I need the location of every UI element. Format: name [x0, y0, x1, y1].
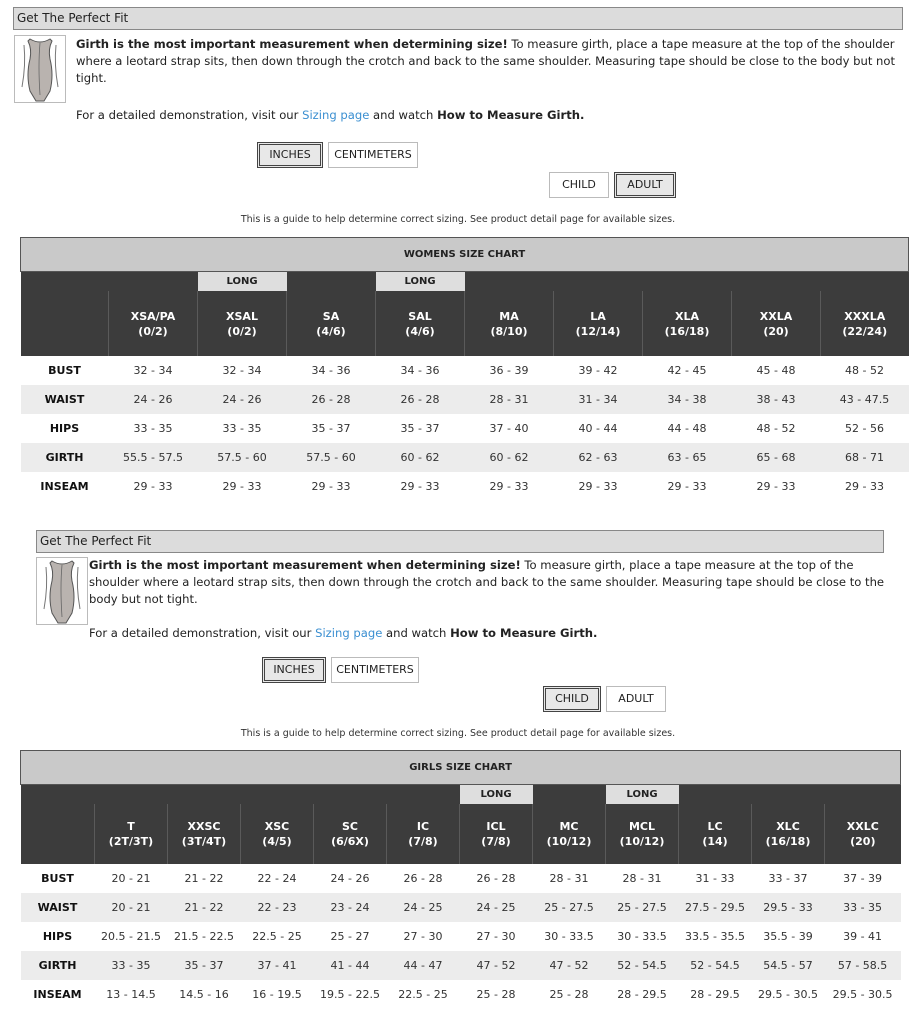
size-code: XLA	[674, 309, 699, 323]
measurement-value: 57.5 - 60	[198, 443, 287, 472]
size-range: (12/14)	[575, 324, 621, 338]
girls-size-chart	[20, 750, 901, 1009]
size-code: ICL	[486, 820, 506, 833]
measurement-label: WAIST	[21, 893, 95, 922]
measurement-value: 35 - 37	[400, 422, 440, 435]
size-range: (14)	[702, 835, 728, 848]
measurement-value: 29 - 33	[311, 480, 351, 493]
measurement-value: 35.5 - 39	[763, 930, 813, 943]
measurement-value: 60 - 62	[376, 443, 465, 472]
long-label: LONG	[198, 272, 287, 292]
child-button[interactable]: CHILD	[549, 172, 609, 198]
long-label: LONG	[376, 272, 465, 292]
measurement-value: 28 - 31	[549, 872, 589, 885]
long-spacer	[752, 785, 825, 805]
measurement-value: 16 - 19.5	[252, 988, 302, 1001]
measurement-value: 29 - 33	[845, 480, 884, 493]
measurement-value: 20 - 21	[95, 893, 168, 922]
measurement-label: HIPS	[49, 422, 80, 435]
long-spacer	[732, 272, 821, 292]
measurement-value: 62 - 63	[554, 443, 643, 472]
measurement-value: 35 - 37	[168, 951, 241, 980]
fit-header: Get The Perfect Fit	[36, 530, 884, 553]
measurement-value: 28 - 31	[622, 872, 662, 885]
measurement-value: 33 - 35	[133, 422, 173, 435]
measurement-value: 21 - 22	[184, 872, 224, 885]
long-spacer	[465, 272, 554, 292]
measurement-value: 21.5 - 22.5	[174, 930, 234, 943]
adult-button[interactable]: ADULT	[614, 172, 676, 198]
measurement-value: 20 - 21	[111, 872, 151, 885]
long-spacer	[387, 785, 460, 805]
measurement-value: 29 - 33	[756, 480, 796, 493]
size-column-header	[387, 804, 460, 864]
size-column-header	[825, 804, 901, 864]
measurement-value: 29 - 33	[133, 480, 173, 493]
measurement-label: BUST	[48, 364, 81, 377]
measurement-value: 29.5 - 30.5	[832, 988, 893, 1001]
size-code: XXLC	[846, 820, 879, 833]
measurement-value: 26 - 28	[476, 872, 516, 885]
measurement-label: INSEAM	[40, 480, 89, 493]
corner-cell	[21, 804, 95, 864]
measurement-value: 26 - 28	[403, 872, 443, 885]
sizing-guide-note: This is a guide to help determine correct sizing. See product detail page for available sizes.	[240, 214, 676, 225]
measurement-value: 32 - 34	[133, 364, 173, 377]
girth-instructions-text: To measure girth, place a tape measure at the top of the shoulder where a leotard strap sits, then down through the crotch and back to the same shoulder. Measuring tape should be close to the body but not tight.	[76, 37, 896, 85]
measurement-value: 39 - 41	[843, 930, 883, 943]
measurement-value: 24 - 25	[387, 893, 460, 922]
measurement-value: 24 - 25	[460, 893, 533, 922]
measurement-value: 25 - 28	[549, 988, 589, 1001]
size-column-header	[821, 291, 909, 356]
size-code: XXLA	[759, 309, 793, 323]
measurement-value: 44 - 47	[387, 951, 460, 980]
size-column-header	[643, 291, 732, 356]
measurement-value: 29 - 33	[667, 480, 707, 493]
chart-title: GIRLS SIZE CHART	[21, 751, 901, 785]
womens-size-chart	[20, 237, 909, 501]
measurement-value: 22 - 23	[241, 893, 314, 922]
size-column-header	[241, 804, 314, 864]
measurement-value: 68 - 71	[821, 443, 909, 472]
measurement-value: 34 - 38	[643, 385, 732, 414]
measurement-value: 47 - 52	[460, 951, 533, 980]
size-code: XSAL	[226, 309, 258, 323]
size-column-header	[314, 804, 387, 864]
measurement-value: 29 - 33	[400, 480, 440, 493]
sizing-page-link[interactable]: Sizing page	[302, 108, 370, 122]
measurement-value: 44 - 48	[667, 422, 707, 435]
measurement-value: 29 - 33	[222, 480, 262, 493]
measurement-value: 47 - 52	[533, 951, 606, 980]
measurement-value: 27 - 30	[476, 930, 516, 943]
measurement-value: 24 - 26	[330, 872, 370, 885]
child-button[interactable]: CHILD	[543, 686, 601, 712]
size-column-header	[95, 804, 168, 864]
measurement-value: 22 - 24	[257, 872, 297, 885]
size-code: LA	[590, 309, 606, 323]
demo-mid: and watch	[369, 108, 438, 122]
size-column-header	[679, 804, 752, 864]
size-code: XSC	[264, 820, 290, 833]
table-row	[21, 356, 909, 385]
measurement-value: 33 - 37	[768, 872, 808, 885]
how-to-measure-link[interactable]: How to Measure Girth.	[450, 626, 598, 640]
measurement-value: 48 - 52	[756, 422, 796, 435]
size-column-header	[287, 291, 376, 356]
table-row	[21, 864, 901, 893]
measurement-value: 29 - 33	[489, 480, 529, 493]
size-range: (10/12)	[619, 835, 665, 848]
measurement-value: 25 - 28	[476, 988, 516, 1001]
measurement-label: GIRTH	[21, 443, 109, 472]
measurement-value: 33.5 - 35.5	[685, 930, 745, 943]
fit-header: Get The Perfect Fit	[13, 7, 903, 30]
size-column-header	[554, 291, 643, 356]
demo-prefix: For a detailed demonstration, visit our	[76, 108, 303, 122]
size-range: (22/24)	[842, 324, 888, 338]
table-row	[21, 980, 901, 1009]
centimeters-button[interactable]: CENTIMETERS	[328, 142, 418, 168]
long-spacer	[825, 785, 901, 805]
size-column-header	[533, 804, 606, 864]
measurement-label: GIRTH	[21, 951, 95, 980]
table-row	[21, 951, 901, 980]
long-spacer	[533, 785, 606, 805]
long-spacer	[554, 272, 643, 292]
size-column-header	[168, 804, 241, 864]
measurement-value: 30 - 33.5	[544, 930, 594, 943]
size-code: T	[127, 820, 135, 833]
size-range: (16/18)	[765, 835, 811, 848]
measurement-value: 52 - 54.5	[679, 951, 752, 980]
measurement-value: 57 - 58.5	[825, 951, 901, 980]
adult-button[interactable]: ADULT	[606, 686, 666, 712]
measurement-value: 30 - 33.5	[617, 930, 667, 943]
measurement-value: 36 - 39	[489, 364, 529, 377]
centimeters-button[interactable]: CENTIMETERS	[331, 657, 419, 683]
demo-mid: and watch	[382, 626, 451, 640]
size-column-header	[109, 291, 198, 356]
size-range: (0/2)	[227, 324, 257, 338]
measurement-value: 52 - 56	[845, 422, 884, 435]
size-code: XSA/PA	[130, 309, 176, 323]
demo-prefix: For a detailed demonstration, visit our	[89, 626, 316, 640]
table-row	[21, 443, 909, 472]
measurement-value: 26 - 28	[376, 385, 465, 414]
table-row	[21, 893, 901, 922]
measurement-value: 24 - 26	[109, 385, 198, 414]
table-row	[21, 922, 901, 951]
measurement-value: 25 - 27	[330, 930, 370, 943]
measurement-value: 55.5 - 57.5	[109, 443, 198, 472]
measurement-value: 37 - 41	[241, 951, 314, 980]
size-code: SC	[342, 820, 358, 833]
measurement-label: HIPS	[42, 930, 73, 943]
size-range: (20)	[850, 835, 876, 848]
size-column-header	[376, 291, 465, 356]
measurement-value: 29.5 - 30.5	[758, 988, 818, 1001]
girth-instructions	[89, 557, 904, 608]
measurement-label: BUST	[41, 872, 74, 885]
table-row	[21, 414, 909, 443]
measurement-value: 32 - 34	[222, 364, 262, 377]
measurement-value: 31 - 34	[554, 385, 643, 414]
measurement-value: 31 - 33	[695, 872, 735, 885]
leotard-body-icon	[14, 35, 66, 103]
measurement-value: 39 - 42	[578, 364, 618, 377]
measurement-value: 29 - 33	[578, 480, 618, 493]
measurement-value: 14.5 - 16	[179, 988, 229, 1001]
measurement-value: 48 - 52	[845, 364, 884, 377]
chart-title: WOMENS SIZE CHART	[21, 238, 909, 272]
long-label: LONG	[606, 785, 679, 805]
measurement-value: 28 - 29.5	[617, 988, 667, 1001]
measurement-value: 42 - 45	[667, 364, 707, 377]
size-code: MCL	[628, 820, 656, 833]
measurement-value: 27.5 - 29.5	[679, 893, 752, 922]
size-code: XXXLA	[844, 309, 886, 323]
measurement-value: 22.5 - 25	[398, 988, 448, 1001]
table-row	[21, 472, 909, 501]
table-row	[21, 385, 909, 414]
measurement-value: 65 - 68	[732, 443, 821, 472]
size-column-header	[752, 804, 825, 864]
size-column-header	[732, 291, 821, 356]
measurement-value: 52 - 54.5	[606, 951, 679, 980]
demo-line	[89, 626, 597, 640]
size-code: MC	[559, 820, 579, 833]
measurement-label: WAIST	[21, 385, 109, 414]
long-spacer	[821, 272, 909, 292]
measurement-value: 38 - 43	[732, 385, 821, 414]
size-range: (16/18)	[664, 324, 710, 338]
measurement-value: 19.5 - 22.5	[320, 988, 380, 1001]
measurement-value: 40 - 44	[578, 422, 618, 435]
measurement-value: 24 - 26	[198, 385, 287, 414]
demo-line	[76, 108, 584, 122]
measurement-value: 57.5 - 60	[287, 443, 376, 472]
measurement-value: 28 - 29.5	[690, 988, 740, 1001]
leotard-body-icon	[36, 557, 88, 625]
size-range: (0/2)	[138, 324, 168, 338]
size-column-header	[460, 804, 533, 864]
long-spacer	[314, 785, 387, 805]
measurement-value: 33 - 35	[95, 951, 168, 980]
size-range: (8/10)	[490, 324, 528, 338]
size-column-header	[465, 291, 554, 356]
size-range: (7/8)	[481, 835, 511, 848]
measurement-value: 33 - 35	[825, 893, 901, 922]
size-code: SA	[322, 309, 340, 323]
girth-emphasis: Girth is the most important measurement when determining size!	[89, 558, 521, 572]
measurement-value: 20.5 - 21.5	[101, 930, 161, 943]
size-range: (7/8)	[408, 835, 438, 848]
measurement-value: 21 - 22	[168, 893, 241, 922]
size-code: LC	[707, 820, 723, 833]
size-range: (3T/4T)	[181, 835, 227, 848]
measurement-value: 22.5 - 25	[252, 930, 302, 943]
girth-emphasis: Girth is the most important measurement when determining size!	[76, 37, 508, 51]
size-column-header	[198, 291, 287, 356]
corner-cell	[21, 272, 109, 292]
measurement-value: 37 - 40	[489, 422, 529, 435]
how-to-measure-link[interactable]: How to Measure Girth.	[437, 108, 585, 122]
size-range: (10/12)	[546, 835, 592, 848]
corner-cell	[21, 785, 95, 805]
size-code: IC	[416, 820, 430, 833]
measurement-value: 41 - 44	[314, 951, 387, 980]
measurement-value: 34 - 36	[311, 364, 351, 377]
measurement-value: 13 - 14.5	[106, 988, 156, 1001]
long-spacer	[643, 272, 732, 292]
measurement-label: INSEAM	[33, 988, 82, 1001]
long-spacer	[109, 272, 198, 292]
measurement-value: 25 - 27.5	[533, 893, 606, 922]
measurement-value: 26 - 28	[287, 385, 376, 414]
measurement-value: 25 - 27.5	[606, 893, 679, 922]
measurement-value: 27 - 30	[403, 930, 443, 943]
size-range: (4/6)	[316, 324, 346, 338]
long-spacer	[287, 272, 376, 292]
size-range: (2T/3T)	[108, 835, 154, 848]
measurement-value: 60 - 62	[465, 443, 554, 472]
measurement-value: 29.5 - 33	[752, 893, 825, 922]
size-range: (20)	[763, 324, 789, 338]
size-code: XXSC	[187, 820, 221, 833]
size-range: (6/6X)	[331, 835, 369, 848]
measurement-value: 54.5 - 57	[752, 951, 825, 980]
size-range: (4/6)	[405, 324, 435, 338]
sizing-guide-note: This is a guide to help determine correct sizing. See product detail page for available sizes.	[240, 728, 676, 739]
long-spacer	[168, 785, 241, 805]
measurement-value: 35 - 37	[311, 422, 351, 435]
size-range: (4/5)	[262, 835, 292, 848]
long-label: LONG	[460, 785, 533, 805]
measurement-value: 45 - 48	[756, 364, 796, 377]
measurement-value: 23 - 24	[314, 893, 387, 922]
girth-instructions	[76, 36, 914, 87]
size-code: MA	[499, 309, 519, 323]
measurement-value: 37 - 39	[843, 872, 883, 885]
long-spacer	[241, 785, 314, 805]
long-spacer	[679, 785, 752, 805]
measurement-value: 43 - 47.5	[821, 385, 909, 414]
measurement-value: 33 - 35	[222, 422, 262, 435]
sizing-page-link[interactable]: Sizing page	[315, 626, 383, 640]
inches-button[interactable]: INCHES	[257, 142, 323, 168]
long-spacer	[95, 785, 168, 805]
measurement-value: 34 - 36	[400, 364, 440, 377]
size-code: XLC	[776, 820, 800, 833]
measurement-value: 28 - 31	[465, 385, 554, 414]
corner-cell	[21, 291, 109, 356]
size-code: SAL	[408, 309, 432, 323]
size-column-header	[606, 804, 679, 864]
girth-instructions-text: To measure girth, place a tape measure at the top of the shoulder where a leotard strap sits, then down through the crotch and back to the same shoulder. Measuring tape should be close to the body but not tight.	[89, 558, 885, 606]
measurement-value: 63 - 65	[643, 443, 732, 472]
inches-button[interactable]: INCHES	[262, 657, 326, 683]
